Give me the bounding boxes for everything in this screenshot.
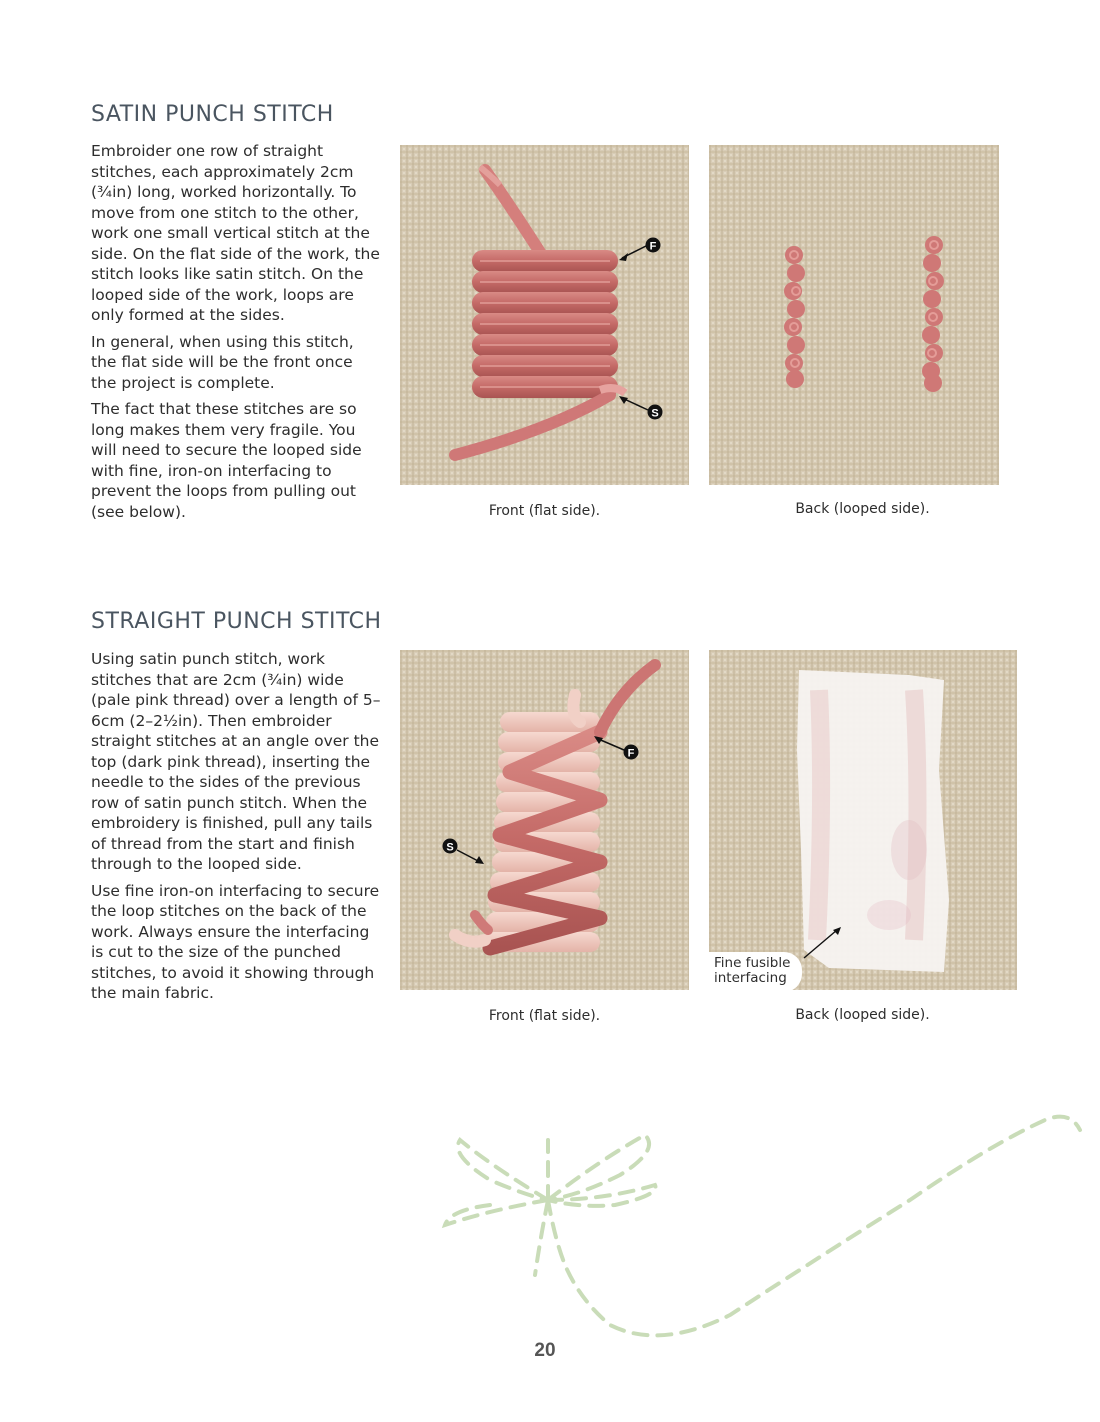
- marker-s: S: [446, 841, 454, 854]
- section-title-satin-punch-stitch: SATIN PUNCH STITCH: [91, 102, 334, 127]
- paragraph: In general, when using this stitch, the flat side will be the front once the project is complete.: [91, 332, 354, 392]
- dashed-stitch-decoration: [430, 1100, 1100, 1350]
- straight-punch-stitch-text: [91, 649, 383, 1010]
- caption-back: Back (looped side).: [795, 1007, 930, 1023]
- interfacing-label-line: interfacing: [714, 970, 787, 986]
- caption-back: Back (looped side).: [795, 501, 930, 517]
- interfacing-back-photo: [709, 650, 1017, 990]
- section-title-straight-punch-stitch: STRAIGHT PUNCH STITCH: [91, 609, 382, 634]
- interfacing-label: [709, 952, 802, 990]
- marker-f: F: [649, 240, 657, 253]
- page-number: 20: [534, 1340, 556, 1361]
- interfacing-label-line: Fine fusible: [714, 955, 791, 971]
- paragraph: Embroider one row of straight stitches, each approximately 2cm (¾in) long, worked horizontally. To move from one stitch to the other, work one small vertical stitch at the side. On the flat side of the work, the stitch looks like satin stitch. On the looped side of the work, loops are only formed at the sides.: [91, 142, 380, 324]
- caption-front: Front (flat side).: [488, 503, 601, 519]
- satin-back-photo: [709, 145, 999, 485]
- paragraph: Using satin punch stitch, work stitches that are 2cm (¾in) wide (pale pink thread) over a length of 5–6cm (2–2½in). Then embroider straight stitches at an angle over the top (dark pink thread), inserting the needle to the sides of the previous row of satin punch stitch. When the embroidery is finished, pull any tails of thread from the start and finish through to the looped side.: [91, 650, 381, 873]
- marker-s: S: [651, 407, 659, 420]
- paragraph: Use fine iron-on interfacing to secure the loop stitches on the back of the work. Always ensure the interfacing is cut to the size of the punched stitches, to avoid it showing through the main fabric.: [91, 881, 380, 1002]
- caption-front: Front (flat side).: [488, 1008, 601, 1024]
- marker-f: F: [627, 747, 635, 760]
- arrow-icon: [799, 922, 849, 962]
- satin-punch-stitch-text: [91, 141, 383, 528]
- paragraph: The fact that these stitches are so long makes them very fragile. You will need to secure the looped side with fine, iron-on interfacing to prevent the loops from pulling out (see below).: [91, 400, 362, 521]
- straight-front-photo: [400, 650, 689, 990]
- satin-front-photo: [400, 145, 689, 485]
